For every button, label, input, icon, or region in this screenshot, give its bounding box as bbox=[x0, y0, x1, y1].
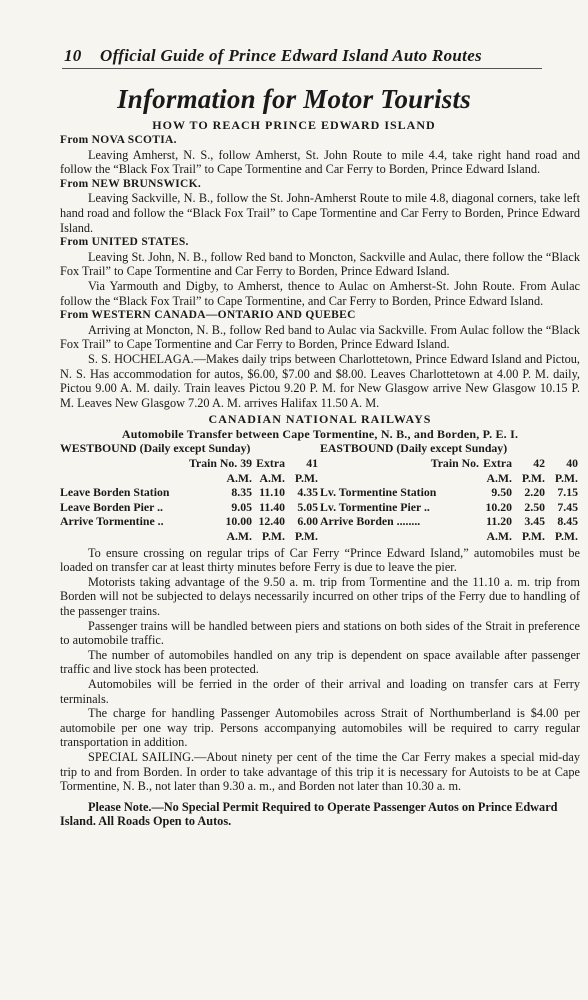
units-row bbox=[60, 529, 318, 544]
time-cell: 8.45 bbox=[557, 514, 578, 529]
section-united-states bbox=[60, 235, 580, 308]
paragraph: The number of automobiles handled on any trip is dependent on space available after passenger traffic and live stock has been protected. bbox=[60, 647, 580, 677]
table-row bbox=[320, 500, 578, 515]
time-cell: 12.40 bbox=[258, 514, 285, 529]
paragraph: To ensure crossing on regular trips of Car Ferry “Prince Edward Island,” automobiles must be loaded on transfer car at least thirty minutes before Ferry is due to leave the pier. bbox=[60, 545, 580, 575]
time-cell: 7.15 bbox=[557, 485, 578, 500]
unit-cell: A.M. bbox=[259, 470, 285, 485]
unit-cell: P.M. bbox=[521, 529, 545, 544]
unit-cell: A.M. bbox=[486, 529, 512, 544]
time-cell: 7.45 bbox=[557, 499, 578, 514]
time-cell: 2.50 bbox=[524, 499, 545, 514]
section-heading: From NOVA SCOTIA. bbox=[60, 134, 177, 146]
eastbound-table bbox=[320, 441, 580, 543]
train-col: 41 bbox=[306, 456, 318, 471]
paragraph: Leaving St. John, N. B., follow Red band to Moncton, Sackville and Aulac, there follow the “Black Fox Trail” to Cape Tormentine and Car Ferry to Borden, Prince Edward Island. bbox=[60, 249, 580, 279]
table-row bbox=[60, 485, 318, 500]
unit-cell: P.M. bbox=[261, 529, 285, 544]
time-cell: 11.10 bbox=[259, 485, 285, 500]
train-label: Train No. bbox=[430, 456, 479, 471]
train-header-row bbox=[60, 456, 318, 471]
unit-cell: P.M. bbox=[554, 470, 578, 485]
train-col: 42 bbox=[533, 456, 545, 471]
paragraph: Leaving Sackville, N. B., follow the St. John-Amherst Route to mile 4.8, diagonal corners, take left hand road and follow the “Black Fox Trail” to Cape Tormentine and Car Ferry to Borden, Prince Edward Island. bbox=[60, 191, 580, 235]
table-row bbox=[320, 485, 578, 500]
row-label: Lv. Tormentine Station bbox=[320, 485, 437, 500]
time-cell: 10.20 bbox=[485, 499, 512, 514]
page-subtitle: HOW TO REACH PRINCE EDWARD ISLAND bbox=[152, 118, 436, 132]
running-title: Official Guide of Prince Edward Island Auto Routes bbox=[100, 46, 482, 65]
time-cell: 11.20 bbox=[486, 514, 512, 529]
row-label: Leave Borden Pier .. bbox=[60, 499, 163, 514]
time-cell: 2.20 bbox=[524, 485, 545, 500]
unit-cell: P.M. bbox=[521, 470, 545, 485]
table-row bbox=[320, 514, 578, 529]
row-label: Leave Borden Station bbox=[60, 485, 170, 500]
time-cell: 4.35 bbox=[297, 485, 318, 500]
units-row bbox=[320, 471, 578, 486]
please-note: Please Note.—No Special Permit Required to Operate Passenger Autos on Prince Edward Island. All Roads Open to Autos. bbox=[60, 799, 558, 829]
header-rule bbox=[62, 68, 542, 69]
time-cell: 10.00 bbox=[225, 514, 252, 529]
row-label: Arrive Tormentine .. bbox=[60, 514, 164, 529]
section-heading: From NEW BRUNSWICK. bbox=[60, 177, 202, 190]
unit-cell: P.M. bbox=[294, 529, 318, 544]
paragraph: Motorists taking advantage of the 9.50 a. m. trip from Tormentine and the 11.10 a. m. trip from Borden will not be subjected to delays necessarily incurred on other trips of the Ferry due to handling of the passenger trains. bbox=[60, 574, 580, 618]
time-cell: 9.05 bbox=[231, 499, 252, 514]
time-cell: 11.40 bbox=[259, 499, 285, 514]
units-row bbox=[60, 471, 318, 486]
time-cell: 9.50 bbox=[491, 485, 512, 500]
time-cell: 5.05 bbox=[297, 499, 318, 514]
unit-cell: A.M. bbox=[486, 470, 512, 485]
section-heading: From WESTERN CANADA—ONTARIO AND QUEBEC bbox=[60, 309, 356, 322]
train-col: Extra bbox=[483, 456, 512, 471]
train-col: 40 bbox=[566, 456, 578, 471]
units-row bbox=[320, 529, 578, 544]
paragraph: The charge for handling Passenger Automobiles across Strait of Northumberland is $4.00 per automobile per one way trip. Persons accompanying automobiles will be required to carry regular transportation in addition. bbox=[60, 706, 580, 750]
row-label: Lv. Tormentine Pier .. bbox=[320, 499, 430, 514]
railways-subheading: Automobile Transfer between Cape Tormentine, N. B., and Borden, P. E. I. bbox=[121, 426, 519, 441]
body-text bbox=[60, 133, 580, 829]
railways-heading: CANADIAN NATIONAL RAILWAYS bbox=[208, 412, 432, 427]
unit-cell: A.M. bbox=[226, 529, 252, 544]
page-title: Information for Motor Tourists bbox=[117, 84, 471, 114]
unit-cell: P.M. bbox=[294, 470, 318, 485]
section-nova-scotia bbox=[60, 133, 580, 177]
special-sailing-paragraph: SPECIAL SAILING.—About ninety per cent of the time the Car Ferry makes a special mid-day trip to and from Borden. In order to take advantage of this trip it is necessary for Autoists to be at Cape Tormentine, N. B., not later than 9.30 a. m., and Borden not later than 10.30 a. m. bbox=[60, 749, 580, 794]
table-row bbox=[60, 500, 318, 515]
unit-cell: A.M. bbox=[226, 470, 252, 485]
section-new-brunswick bbox=[60, 177, 580, 235]
ferry-information bbox=[60, 546, 580, 794]
timetable bbox=[60, 441, 580, 543]
section-heading: From UNITED STATES. bbox=[60, 236, 189, 249]
paragraph: Passenger trains will be handled between piers and stations on both sides of the Strait in preference to automobile traffic. bbox=[60, 618, 580, 648]
train-col: Extra bbox=[256, 456, 285, 471]
paragraph: Leaving Amherst, N. S., follow Amherst, St. John Route to mile 4.4, take right hand road and follow the “Black Fox Trail” to Cape Tormentine and Car Ferry to Borden, Prince Edward Island. bbox=[60, 147, 580, 177]
westbound-table bbox=[60, 441, 320, 543]
hochelaga-paragraph: S. S. HOCHELAGA.—Makes daily trips between Charlottetown, Prince Edward Island and Pictou, N. S. Has accommodation for autos, $6.00, $7.00 and $8.00. Leaves Charlottetown at 4.00 P. M. daily, Pictou 9.00 A. M. daily. Train leaves Pictou 9.20 P. M. for New Glasgow arrive New Glasgow 10.15 P. M. Leaves New Glasgow 7.20 A. M. arrives Halifax 11.50 A. M. bbox=[60, 351, 580, 410]
paragraph: Via Yarmouth and Digby, to Amherst, thence to Aulac on Amherst-St. John Route. From Aulac follow the “Black Fox Trail” to Cape Tormentine, and Car Ferry to Borden, Prince Edward Island. bbox=[60, 278, 580, 308]
train-header-row bbox=[320, 456, 578, 471]
westbound-title: WESTBOUND (Daily except Sunday) bbox=[60, 441, 251, 456]
row-label: Arrive Borden ........ bbox=[320, 514, 421, 529]
page-number: 10 bbox=[64, 46, 82, 65]
unit-cell: P.M. bbox=[554, 529, 578, 544]
table-row bbox=[60, 514, 318, 529]
paragraph: Automobiles will be ferried in the order of their arrival and loading on transfer cars at Ferry terminals. bbox=[60, 676, 580, 706]
eastbound-title: EASTBOUND (Daily except Sunday) bbox=[320, 441, 508, 456]
time-cell: 3.45 bbox=[524, 514, 545, 529]
section-western-canada bbox=[60, 308, 580, 410]
time-cell: 8.35 bbox=[231, 485, 252, 500]
time-cell: 6.00 bbox=[297, 514, 318, 529]
train-label: Train No. 39 bbox=[188, 456, 252, 471]
paragraph: Arriving at Moncton, N. B., follow Red band to Aulac via Sackville. From Aulac follow the “Black Fox Trail” to Cape Tormentine and Car Ferry to Borden, Prince Edward Island. bbox=[60, 322, 580, 352]
